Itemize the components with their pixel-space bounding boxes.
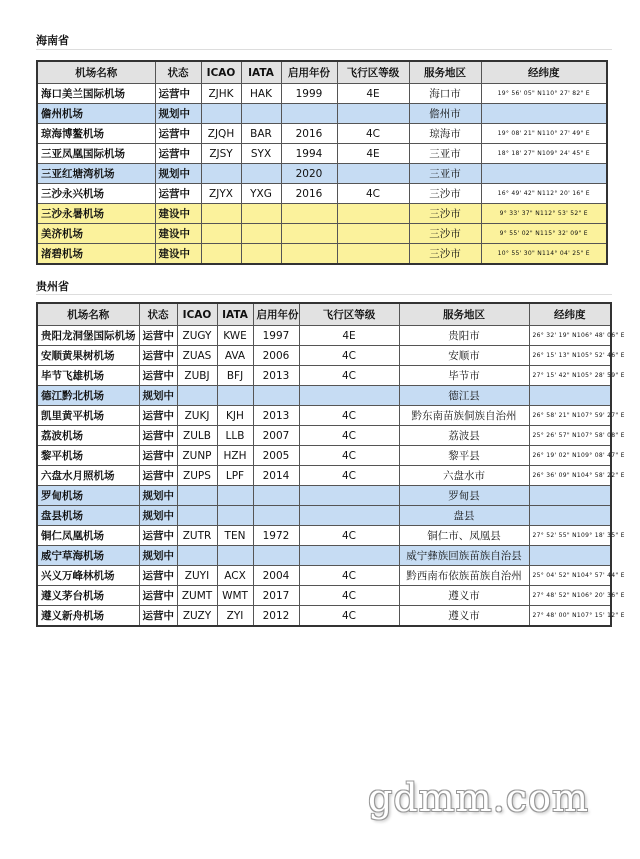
cell-airfield-class: 4C	[299, 566, 399, 586]
column-header-open-year: 启用年份	[253, 303, 299, 326]
cell-open-year: 2006	[253, 346, 299, 366]
cell-service-area: 六盘水市	[399, 466, 529, 486]
table-row	[37, 104, 607, 124]
cell-status: 运营中	[155, 144, 201, 164]
cell-open-year	[253, 506, 299, 526]
table-row	[37, 224, 607, 244]
cell-airfield-class: 4C	[299, 366, 399, 386]
cell-icao: ZJYX	[201, 184, 241, 204]
table-row	[37, 84, 607, 104]
cell-status: 运营中	[139, 446, 177, 466]
cell-airfield-class: 4C	[299, 406, 399, 426]
cell-iata: WMT	[217, 586, 253, 606]
table-row	[37, 426, 611, 446]
table-row	[37, 184, 607, 204]
cell-service-area: 三亚市	[409, 164, 481, 184]
table-row	[37, 406, 611, 426]
hainan-airports-table	[36, 60, 608, 265]
cell-open-year	[281, 244, 337, 265]
cell-coordinates: 26° 19' 02" N109° 08' 47" E	[529, 446, 611, 466]
cell-coordinates	[481, 104, 607, 124]
cell-airport-name: 德江黔北机场	[37, 386, 139, 406]
divider	[36, 294, 612, 295]
cell-service-area: 三亚市	[409, 144, 481, 164]
cell-icao: ZULB	[177, 426, 217, 446]
column-header-service-area: 服务地区	[399, 303, 529, 326]
cell-status: 规划中	[139, 546, 177, 566]
cell-airfield-class: 4C	[299, 446, 399, 466]
cell-coordinates: 27° 15' 42" N105° 28' 59" E	[529, 366, 611, 386]
table-row	[37, 386, 611, 406]
cell-icao	[177, 546, 217, 566]
cell-service-area: 三沙市	[409, 204, 481, 224]
cell-airfield-class	[337, 104, 409, 124]
cell-open-year	[281, 224, 337, 244]
cell-airfield-class: 4E	[337, 144, 409, 164]
cell-iata: AVA	[217, 346, 253, 366]
cell-status: 运营中	[139, 586, 177, 606]
table-row	[37, 326, 611, 346]
cell-service-area: 盘县	[399, 506, 529, 526]
cell-open-year: 2014	[253, 466, 299, 486]
cell-airfield-class	[299, 546, 399, 566]
cell-service-area: 黎平县	[399, 446, 529, 466]
cell-iata: HAK	[241, 84, 281, 104]
cell-icao	[201, 164, 241, 184]
cell-status: 运营中	[139, 426, 177, 446]
cell-status: 运营中	[139, 406, 177, 426]
cell-open-year: 2004	[253, 566, 299, 586]
cell-airfield-class: 4C	[299, 466, 399, 486]
cell-status: 规划中	[139, 506, 177, 526]
cell-open-year: 2016	[281, 124, 337, 144]
cell-icao	[177, 506, 217, 526]
cell-icao	[201, 204, 241, 224]
column-header-iata: IATA	[217, 303, 253, 326]
cell-icao: ZUKJ	[177, 406, 217, 426]
cell-coordinates: 25° 26' 57" N107° 58' 08" E	[529, 426, 611, 446]
cell-icao	[177, 386, 217, 406]
cell-status: 规划中	[155, 104, 201, 124]
table-row	[37, 466, 611, 486]
cell-airport-name: 三沙永兴机场	[37, 184, 155, 204]
cell-service-area: 安顺市	[399, 346, 529, 366]
cell-icao: ZJSY	[201, 144, 241, 164]
cell-airport-name: 毕节飞雄机场	[37, 366, 139, 386]
cell-airfield-class	[337, 164, 409, 184]
cell-service-area: 荔波县	[399, 426, 529, 446]
cell-service-area: 三沙市	[409, 244, 481, 265]
cell-iata	[217, 486, 253, 506]
cell-open-year: 1999	[281, 84, 337, 104]
cell-coordinates: 26° 36' 09" N104° 58' 22" E	[529, 466, 611, 486]
guizhou-airports-table	[36, 302, 625, 627]
cell-service-area: 贵阳市	[399, 326, 529, 346]
cell-open-year: 2012	[253, 606, 299, 627]
cell-airfield-class	[299, 486, 399, 506]
cell-status: 运营中	[155, 124, 201, 144]
cell-service-area: 铜仁市、凤凰县	[399, 526, 529, 546]
table-row	[37, 144, 607, 164]
cell-airport-name: 海口美兰国际机场	[37, 84, 155, 104]
cell-airport-name: 遵义茅台机场	[37, 586, 139, 606]
cell-service-area: 海口市	[409, 84, 481, 104]
cell-open-year: 2007	[253, 426, 299, 446]
cell-iata	[241, 164, 281, 184]
cell-icao: ZJQH	[201, 124, 241, 144]
divider	[36, 49, 612, 50]
cell-status: 运营中	[139, 606, 177, 627]
cell-status: 运营中	[139, 566, 177, 586]
cell-airport-name: 儋州机场	[37, 104, 155, 124]
table-row	[37, 124, 607, 144]
cell-coordinates: 27° 48' 52" N106° 20' 36" E	[529, 586, 611, 606]
cell-airfield-class	[337, 204, 409, 224]
cell-open-year	[253, 546, 299, 566]
column-header-coordinates: 经纬度	[481, 61, 607, 84]
cell-service-area: 琼海市	[409, 124, 481, 144]
cell-iata	[217, 546, 253, 566]
cell-status: 建设中	[155, 224, 201, 244]
column-header-icao: ICAO	[201, 61, 241, 84]
cell-airport-name: 罗甸机场	[37, 486, 139, 506]
cell-airport-name: 凯里黄平机场	[37, 406, 139, 426]
cell-iata: SYX	[241, 144, 281, 164]
watermark: gdmm.com	[368, 776, 589, 820]
cell-airport-name: 美济机场	[37, 224, 155, 244]
column-header-icao: ICAO	[177, 303, 217, 326]
cell-icao: ZUZY	[177, 606, 217, 627]
section-title-hainan: 海南省	[36, 34, 69, 47]
cell-open-year: 2017	[253, 586, 299, 606]
cell-airfield-class	[299, 506, 399, 526]
cell-status: 规划中	[139, 386, 177, 406]
cell-airport-name: 三沙永暑机场	[37, 204, 155, 224]
table-row	[37, 486, 611, 506]
cell-open-year: 2005	[253, 446, 299, 466]
cell-status: 建设中	[155, 244, 201, 265]
cell-open-year: 1997	[253, 326, 299, 346]
cell-airfield-class	[337, 244, 409, 265]
cell-airfield-class: 4C	[337, 124, 409, 144]
cell-iata: BFJ	[217, 366, 253, 386]
cell-status: 运营中	[155, 84, 201, 104]
cell-open-year	[253, 386, 299, 406]
table-row	[37, 346, 611, 366]
column-header-open-year: 启用年份	[281, 61, 337, 84]
table-row	[37, 546, 611, 566]
cell-iata: LPF	[217, 466, 253, 486]
cell-service-area: 三沙市	[409, 184, 481, 204]
cell-airfield-class	[337, 224, 409, 244]
cell-airport-name: 琼海博鳌机场	[37, 124, 155, 144]
cell-iata: ZYI	[217, 606, 253, 627]
cell-status: 运营中	[139, 346, 177, 366]
column-header-airport-name: 机场名称	[37, 303, 139, 326]
cell-airport-name: 铜仁凤凰机场	[37, 526, 139, 546]
cell-open-year	[253, 486, 299, 506]
column-header-iata: IATA	[241, 61, 281, 84]
cell-open-year: 2020	[281, 164, 337, 184]
cell-iata	[241, 204, 281, 224]
cell-open-year: 2013	[253, 366, 299, 386]
table-row	[37, 606, 611, 627]
cell-coordinates: 9° 55' 02" N115° 32' 09" E	[481, 224, 607, 244]
cell-coordinates: 18° 18' 27" N109° 24' 45" E	[481, 144, 607, 164]
cell-service-area: 儋州市	[409, 104, 481, 124]
cell-status: 运营中	[155, 184, 201, 204]
table-row	[37, 244, 607, 265]
cell-coordinates: 27° 48' 00" N107° 15' 12" E	[529, 606, 611, 627]
column-header-airfield-class: 飞行区等级	[337, 61, 409, 84]
cell-airport-name: 安顺黄果树机场	[37, 346, 139, 366]
cell-iata	[241, 224, 281, 244]
cell-open-year	[281, 204, 337, 224]
cell-service-area: 德江县	[399, 386, 529, 406]
table-row	[37, 586, 611, 606]
cell-icao: ZUGY	[177, 326, 217, 346]
cell-airport-name: 黎平机场	[37, 446, 139, 466]
cell-icao: ZUYI	[177, 566, 217, 586]
column-header-coordinates: 经纬度	[529, 303, 611, 326]
cell-iata	[241, 104, 281, 124]
cell-airport-name: 盘县机场	[37, 506, 139, 526]
cell-coordinates: 26° 58' 21" N107° 59' 27" E	[529, 406, 611, 426]
cell-service-area: 黔东南苗族侗族自治州	[399, 406, 529, 426]
cell-icao	[201, 104, 241, 124]
cell-icao: ZUMT	[177, 586, 217, 606]
cell-airport-name: 六盘水月照机场	[37, 466, 139, 486]
cell-iata	[241, 244, 281, 265]
cell-coordinates: 10° 55' 30" N114° 04' 25" E	[481, 244, 607, 265]
cell-coordinates: 25° 04' 52" N104° 57' 44" E	[529, 566, 611, 586]
cell-airfield-class: 4E	[337, 84, 409, 104]
cell-service-area: 威宁彝族回族苗族自治县	[399, 546, 529, 566]
cell-iata: KWE	[217, 326, 253, 346]
table-row	[37, 506, 611, 526]
column-header-airport-name: 机场名称	[37, 61, 155, 84]
table-header-row	[37, 303, 611, 326]
cell-iata: KJH	[217, 406, 253, 426]
cell-airport-name: 荔波机场	[37, 426, 139, 446]
cell-iata: ACX	[217, 566, 253, 586]
cell-icao	[177, 486, 217, 506]
cell-open-year	[281, 104, 337, 124]
cell-coordinates: 19° 56' 05" N110° 27' 82" E	[481, 84, 607, 104]
cell-airport-name: 威宁草海机场	[37, 546, 139, 566]
cell-icao: ZUBJ	[177, 366, 217, 386]
cell-iata	[217, 506, 253, 526]
cell-airfield-class: 4C	[337, 184, 409, 204]
cell-service-area: 三沙市	[409, 224, 481, 244]
cell-airfield-class: 4C	[299, 346, 399, 366]
table-header-row	[37, 61, 607, 84]
column-header-airfield-class: 飞行区等级	[299, 303, 399, 326]
cell-coordinates: 19° 08' 21" N110° 27' 49" E	[481, 124, 607, 144]
cell-iata: BAR	[241, 124, 281, 144]
cell-status: 规划中	[155, 164, 201, 184]
cell-coordinates	[529, 386, 611, 406]
cell-iata: LLB	[217, 426, 253, 446]
cell-icao: ZUPS	[177, 466, 217, 486]
column-header-service-area: 服务地区	[409, 61, 481, 84]
cell-coordinates	[529, 486, 611, 506]
column-header-status: 状态	[139, 303, 177, 326]
cell-service-area: 遵义市	[399, 586, 529, 606]
cell-open-year: 2016	[281, 184, 337, 204]
table-row	[37, 164, 607, 184]
cell-airfield-class	[299, 386, 399, 406]
cell-coordinates	[481, 164, 607, 184]
table-row	[37, 204, 607, 224]
cell-coordinates: 27° 52' 55" N109° 18' 35" E	[529, 526, 611, 546]
cell-airfield-class: 4C	[299, 606, 399, 627]
cell-airfield-class: 4C	[299, 526, 399, 546]
cell-airfield-class: 4C	[299, 586, 399, 606]
cell-iata: YXG	[241, 184, 281, 204]
cell-coordinates	[529, 506, 611, 526]
cell-icao: ZUNP	[177, 446, 217, 466]
cell-coordinates	[529, 546, 611, 566]
cell-service-area: 遵义市	[399, 606, 529, 627]
cell-coordinates: 26° 32' 19" N106° 48' 06" E	[529, 326, 611, 346]
cell-status: 运营中	[139, 326, 177, 346]
cell-status: 运营中	[139, 366, 177, 386]
cell-icao: ZJHK	[201, 84, 241, 104]
table-row	[37, 526, 611, 546]
cell-icao: ZUTR	[177, 526, 217, 546]
cell-status: 规划中	[139, 486, 177, 506]
cell-airfield-class: 4C	[299, 426, 399, 446]
cell-airport-name: 兴义万峰林机场	[37, 566, 139, 586]
cell-service-area: 罗甸县	[399, 486, 529, 506]
cell-iata: HZH	[217, 446, 253, 466]
table-row	[37, 366, 611, 386]
cell-coordinates: 9° 33' 37" N112° 53' 52" E	[481, 204, 607, 224]
cell-service-area: 黔西南布依族苗族自治州	[399, 566, 529, 586]
cell-airport-name: 三亚凤凰国际机场	[37, 144, 155, 164]
cell-airport-name: 渚碧机场	[37, 244, 155, 265]
cell-airport-name: 三亚红塘湾机场	[37, 164, 155, 184]
cell-icao: ZUAS	[177, 346, 217, 366]
cell-status: 建设中	[155, 204, 201, 224]
cell-airfield-class: 4E	[299, 326, 399, 346]
column-header-status: 状态	[155, 61, 201, 84]
cell-icao	[201, 244, 241, 265]
cell-coordinates: 16° 49' 42" N112° 20' 16" E	[481, 184, 607, 204]
cell-open-year: 1972	[253, 526, 299, 546]
cell-open-year: 1994	[281, 144, 337, 164]
cell-icao	[201, 224, 241, 244]
section-title-guizhou: 贵州省	[36, 280, 69, 293]
cell-airport-name: 遵义新舟机场	[37, 606, 139, 627]
cell-coordinates: 26° 15' 13" N105° 52' 46" E	[529, 346, 611, 366]
cell-airport-name: 贵阳龙洞堡国际机场	[37, 326, 139, 346]
cell-service-area: 毕节市	[399, 366, 529, 386]
cell-status: 运营中	[139, 466, 177, 486]
table-row	[37, 446, 611, 466]
cell-status: 运营中	[139, 526, 177, 546]
cell-open-year: 2013	[253, 406, 299, 426]
cell-iata: TEN	[217, 526, 253, 546]
cell-iata	[217, 386, 253, 406]
table-row	[37, 566, 611, 586]
